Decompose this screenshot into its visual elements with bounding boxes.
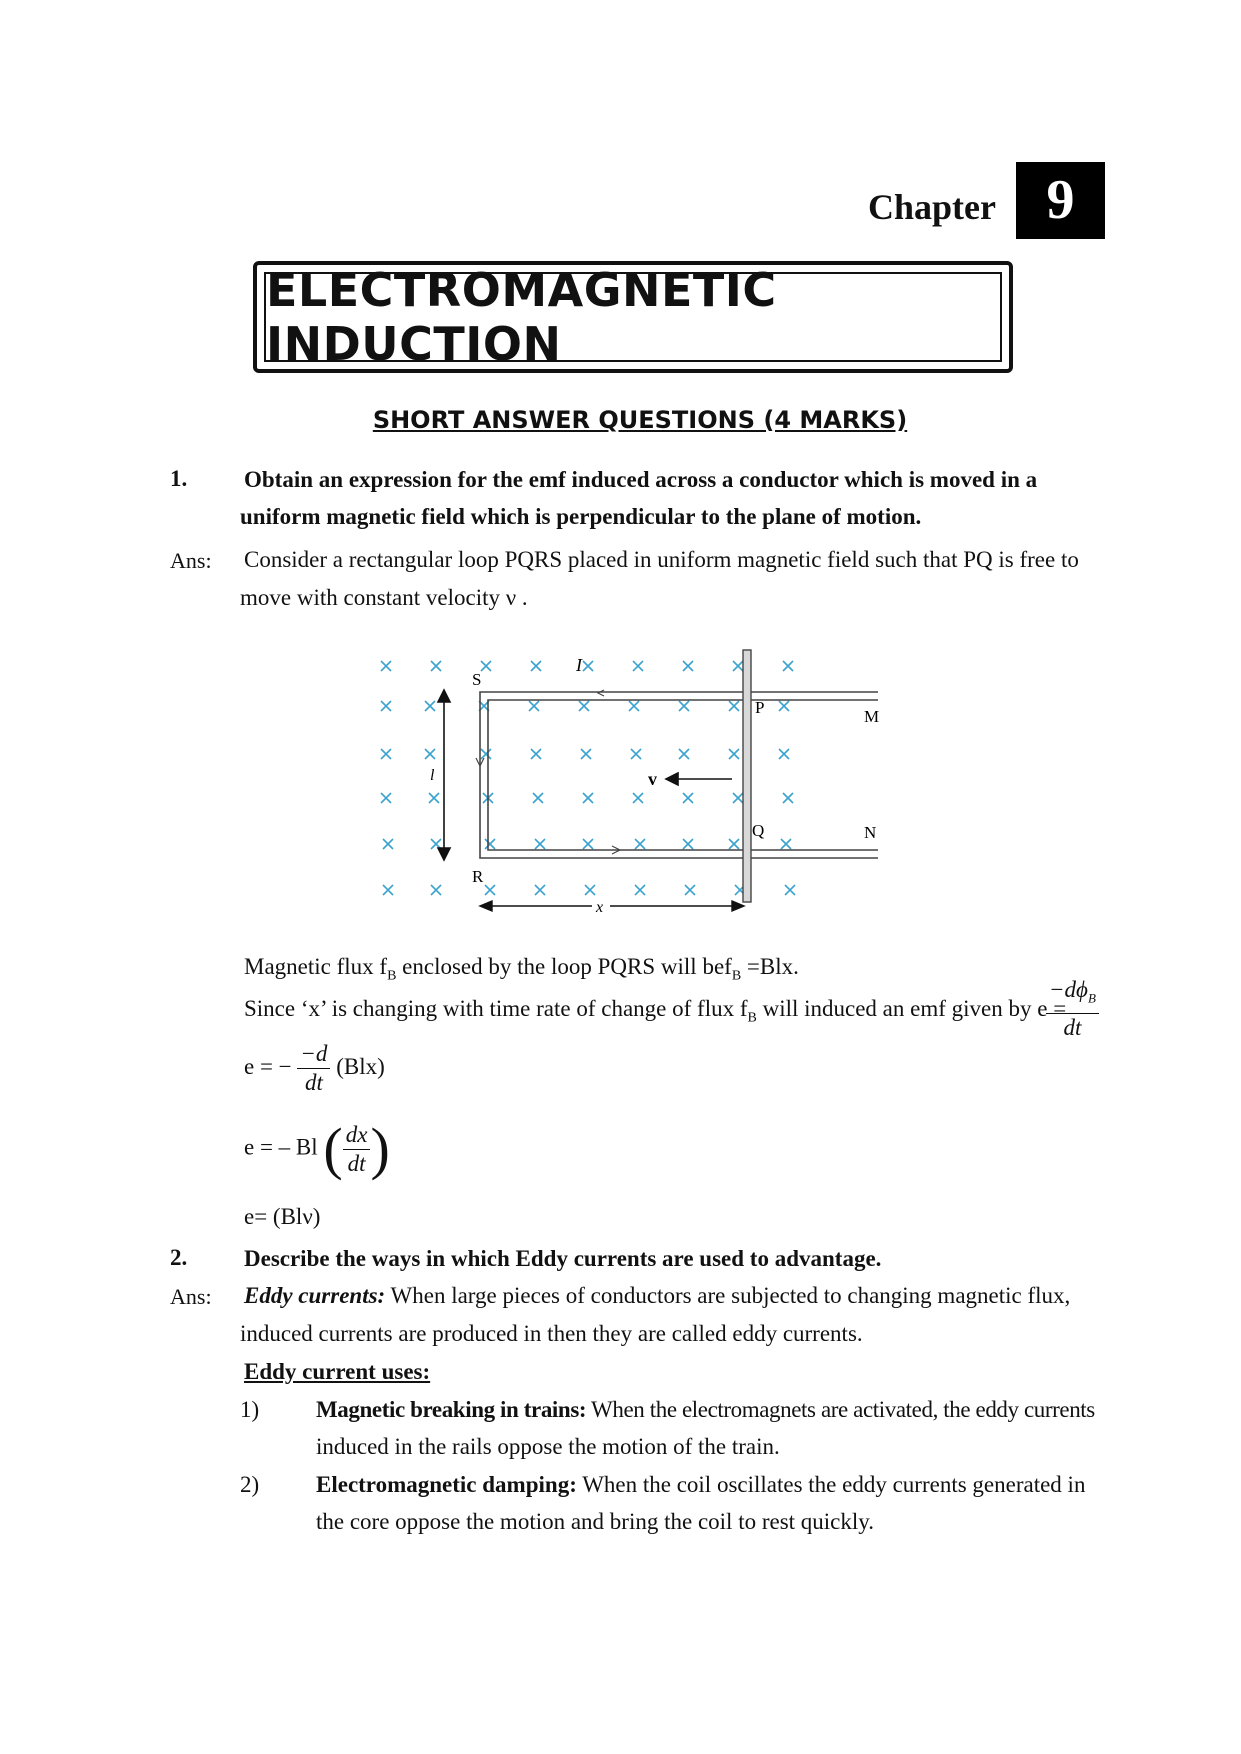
eddy-definition-line2: induced currents are produced in then they are called eddy currents. bbox=[240, 1321, 863, 1346]
field-cross-mark bbox=[635, 839, 645, 849]
field-cross-mark bbox=[729, 839, 739, 849]
field-cross-mark bbox=[585, 885, 595, 895]
label-velocity-v: v bbox=[648, 769, 657, 789]
field-cross-mark bbox=[785, 885, 795, 895]
field-cross-mark bbox=[629, 701, 639, 711]
conducting-loop bbox=[480, 692, 878, 858]
field-cross-mark bbox=[583, 839, 593, 849]
label-n: N bbox=[864, 823, 877, 842]
chapter-number-badge: 9 bbox=[1016, 162, 1105, 239]
equation-3: e= (Blν) bbox=[244, 1204, 321, 1229]
field-cross-mark bbox=[683, 839, 693, 849]
field-cross-mark bbox=[535, 885, 545, 895]
rate-of-change-statement: Since ‘x’ is changing with time rate of change of flux $f_B$ will induced an emf given by e = bbox=[244, 996, 1067, 1026]
field-cross-mark bbox=[481, 661, 491, 671]
field-cross-mark bbox=[633, 793, 643, 803]
label-distance-x: x bbox=[596, 899, 604, 916]
velocity-arrow bbox=[666, 773, 732, 785]
answer-1-line1: Consider a rectangular loop PQRS placed in uniform magnetic field such that PQ is free to bbox=[244, 547, 1079, 572]
field-cross-mark bbox=[729, 749, 739, 759]
use-1-line2: induced in the rails oppose the motion of the train. bbox=[316, 1434, 780, 1459]
field-cross-mark bbox=[779, 701, 789, 711]
field-cross-mark bbox=[679, 749, 689, 759]
field-cross-mark bbox=[779, 749, 789, 759]
field-cross-mark bbox=[381, 661, 391, 671]
length-l-arrow bbox=[438, 690, 450, 860]
field-cross-mark bbox=[581, 749, 591, 759]
field-cross-mark bbox=[733, 793, 743, 803]
flux-statement: Magnetic flux $f_B$ enclosed by the loop PQRS will bef$_B$ =Blx. bbox=[244, 954, 799, 984]
field-cross-mark bbox=[631, 749, 641, 759]
eddy-definition-line1: Eddy currents: When large pieces of conductors are subjected to changing magnetic flux, bbox=[244, 1283, 1071, 1308]
label-current-i: I bbox=[576, 655, 582, 675]
label-length-l: l bbox=[430, 767, 435, 784]
field-cross-mark bbox=[535, 839, 545, 849]
field-cross-mark bbox=[729, 701, 739, 711]
answer-1-label: Ans: bbox=[170, 548, 212, 573]
answer-1-line2: move with constant velocity ν . bbox=[240, 585, 528, 610]
field-cross-mark bbox=[583, 661, 593, 671]
use-2-line2: the core oppose the motion and bring the coil to rest quickly. bbox=[316, 1509, 875, 1534]
field-cross-mark bbox=[683, 793, 693, 803]
field-cross-mark bbox=[429, 793, 439, 803]
field-cross-mark bbox=[431, 885, 441, 895]
moving-rod-diagram bbox=[380, 640, 900, 930]
equation-2: e = – Bl ( $\frac{dx}{dt}$ ) bbox=[244, 1116, 390, 1181]
question-1-number: 1. bbox=[170, 466, 188, 491]
label-r: R bbox=[472, 867, 484, 886]
field-cross-mark bbox=[685, 885, 695, 895]
field-cross-mark bbox=[633, 661, 643, 671]
use-1-number: 1) bbox=[240, 1397, 260, 1422]
field-cross-mark bbox=[381, 793, 391, 803]
chapter-title: ELECTROMAGNETIC INDUCTION bbox=[264, 272, 1002, 362]
equation-1: e = − $\frac{-d}{dt}$ (Blx) bbox=[244, 1041, 385, 1095]
label-q: Q bbox=[752, 821, 765, 840]
field-cross-mark bbox=[381, 749, 391, 759]
field-cross-mark bbox=[383, 839, 393, 849]
uses-heading: Eddy current uses: bbox=[244, 1359, 431, 1384]
field-cross-mark bbox=[485, 839, 495, 849]
field-cross-mark bbox=[533, 793, 543, 803]
question-1-line1: Obtain an expression for the emf induced across a conductor which is moved in a bbox=[244, 467, 1038, 492]
use-1-line1: Magnetic breaking in trains: When the electromagnets are activated, the eddy currents bbox=[316, 1397, 1095, 1422]
section-heading: SHORT ANSWER QUESTIONS (4 MARKS) bbox=[372, 406, 908, 434]
question-2-text: Describe the ways in which Eddy currents are used to advantage. bbox=[244, 1246, 882, 1271]
field-cross-mark bbox=[481, 749, 491, 759]
current-direction-arrows bbox=[476, 690, 620, 854]
field-cross-mark bbox=[781, 839, 791, 849]
field-cross-mark bbox=[783, 793, 793, 803]
emf-fraction: $\frac{-d\phi_B}{dt}$ bbox=[1046, 976, 1099, 1042]
label-s: S bbox=[472, 670, 482, 689]
distance-x-arrow bbox=[480, 901, 744, 911]
field-cross-mark bbox=[531, 749, 541, 759]
field-cross-mark bbox=[529, 701, 539, 711]
label-m: M bbox=[864, 707, 880, 726]
movable-rod-pq bbox=[743, 650, 751, 902]
field-cross-mark bbox=[431, 661, 441, 671]
field-cross-mark bbox=[679, 701, 689, 711]
field-cross-mark bbox=[425, 701, 435, 711]
field-cross-mark bbox=[583, 793, 593, 803]
field-cross-mark bbox=[531, 661, 541, 671]
use-2-line1: Electromagnetic damping: When the coil oscillates the eddy currents generated in bbox=[316, 1472, 1086, 1497]
answer-2-label: Ans: bbox=[170, 1284, 212, 1309]
field-cross-mark bbox=[579, 701, 589, 711]
question-1-line2: uniform magnetic field which is perpendicular to the plane of motion. bbox=[240, 504, 922, 529]
field-cross-mark bbox=[635, 885, 645, 895]
chapter-title-box bbox=[253, 261, 1013, 373]
field-cross-mark bbox=[683, 661, 693, 671]
field-cross-mark bbox=[381, 701, 391, 711]
field-cross-mark bbox=[383, 885, 393, 895]
question-2-number: 2. bbox=[170, 1245, 188, 1270]
field-cross-mark bbox=[783, 661, 793, 671]
field-cross-mark bbox=[425, 749, 435, 759]
chapter-label: Chapter bbox=[868, 187, 996, 227]
field-cross-mark bbox=[485, 885, 495, 895]
field-cross-mark bbox=[733, 661, 743, 671]
use-2-number: 2) bbox=[240, 1472, 260, 1497]
label-p: P bbox=[755, 698, 765, 717]
